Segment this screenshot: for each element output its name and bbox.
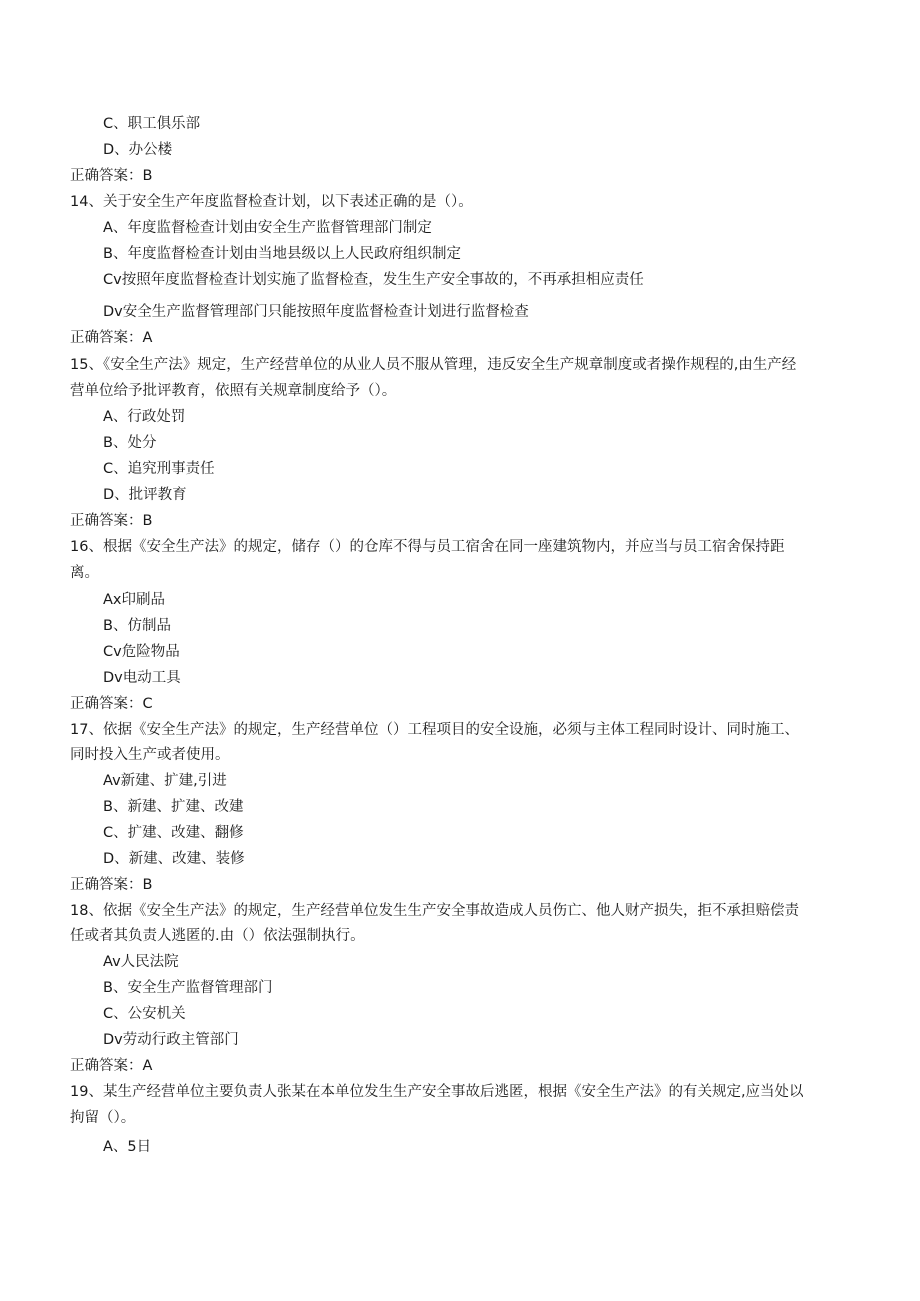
q14-answer: 正确答案：A [70, 330, 153, 346]
q17-option-b: B、新建、扩建、改建 [103, 799, 244, 815]
q15-option-d: D、批评教育 [103, 487, 187, 503]
q13-option-c: C、职工俱乐部 [103, 116, 201, 132]
q18-option-d: Dv劳动行政主管部门 [103, 1032, 239, 1048]
q13-answer: 正确答案：B [70, 168, 153, 184]
q14-stem: 14、关于安全生产年度监督检查计划，以下表述正确的是（）。 [70, 194, 473, 210]
q16-option-c: Cv危险物品 [103, 644, 180, 660]
q17-option-a: Av新建、扩建,引进 [103, 773, 227, 789]
q16-stem-line2: 离。 [70, 565, 99, 581]
q17-stem-line1: 17、依据《安全生产法》的规定，生产经营单位（）工程项目的安全设施，必须与主体工程同时设计、同时施工、 [70, 722, 799, 738]
q16-option-a: Ax印刷品 [103, 592, 165, 608]
q15-stem-line1: 15、《安全生产法》规定，生产经营单位的从业人员不服从管理，违反安全生产规章制度或者操作规程的,由生产经 [70, 357, 797, 373]
q16-option-d: Dv电动工具 [103, 670, 181, 686]
q14-option-d: Dv安全生产监督管理部门只能按照年度监督检查计划进行监督检查 [103, 304, 529, 320]
q15-option-c: C、追究刑事责任 [103, 461, 215, 477]
q17-option-c: C、扩建、改建、翻修 [103, 825, 244, 841]
q18-stem-line1: 18、依据《安全生产法》的规定，生产经营单位发生生产安全事故造成人员伤亡、他人财产损失，拒不承担赔偿责 [70, 903, 799, 919]
q14-option-c: Cv按照年度监督检查计划实施了监督检查，发生生产安全事故的，不再承担相应责任 [103, 272, 644, 288]
q17-option-d: D、新建、改建、装修 [103, 851, 245, 867]
q15-option-b: B、处分 [103, 435, 157, 451]
q15-answer: 正确答案：B [70, 513, 153, 529]
q18-stem-line2: 任或者其负责人逃匿的.由（）依法强制执行。 [70, 928, 365, 944]
q14-option-b: B、年度监督检查计划由当地县级以上人民政府组织制定 [103, 246, 461, 262]
q15-stem-line2: 营单位给予批评教育，依照有关规章制度给予（）。 [70, 383, 397, 399]
q14-option-a: A、年度监督检查计划由安全生产监督管理部门制定 [103, 220, 432, 236]
q18-option-a: Av人民法院 [103, 954, 179, 970]
q17-stem-line2: 同时投入生产或者使用。 [70, 747, 230, 763]
q19-option-a: A、5日 [103, 1139, 152, 1155]
q16-stem-line1: 16、根据《安全生产法》的规定，储存（）的仓库不得与员工宿舍在同一座建筑物内，并应当与员工宿舍保持距 [70, 539, 785, 555]
q18-option-c: C、公安机关 [103, 1006, 186, 1022]
q16-answer: 正确答案：C [70, 696, 153, 712]
q19-stem-line1: 19、某生产经营单位主要负责人张某在本单位发生生产安全事故后逃匿，根据《安全生产法》的有关规定,应当处以 [70, 1084, 804, 1100]
q13-option-d: D、办公楼 [103, 142, 173, 158]
q18-option-b: B、安全生产监督管理部门 [103, 980, 273, 996]
q19-stem-line2: 拘留（）。 [70, 1110, 136, 1126]
q17-answer: 正确答案：B [70, 877, 153, 893]
q18-answer: 正确答案：A [70, 1058, 153, 1074]
q16-option-b: B、仿制品 [103, 618, 171, 634]
q15-option-a: A、行政处罚 [103, 409, 186, 425]
